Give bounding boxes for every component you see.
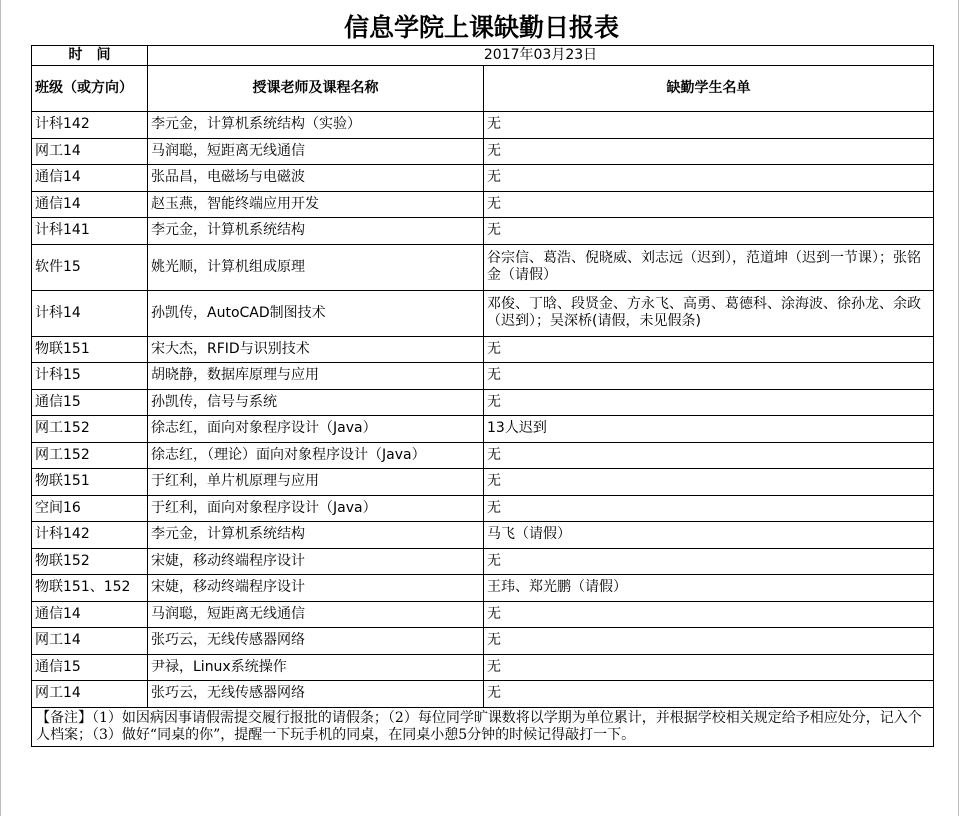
left-rule xyxy=(0,0,1,816)
table-row xyxy=(32,416,934,443)
class-cell: 通信14 xyxy=(32,191,148,218)
teacher-course-cell: 宋大杰，RFID与识别技术 xyxy=(148,336,484,363)
absent-students-cell: 无 xyxy=(484,442,934,469)
table-row xyxy=(32,548,934,575)
table-row xyxy=(32,575,934,602)
table-row xyxy=(32,681,934,708)
note-row xyxy=(32,707,934,746)
absent-students-cell: 无 xyxy=(484,601,934,628)
table-row xyxy=(32,165,934,192)
absent-students-cell: 无 xyxy=(484,138,934,165)
class-cell: 计科14 xyxy=(32,290,148,336)
teacher-course-cell: 宋婕，移动终端程序设计 xyxy=(148,548,484,575)
class-cell: 软件15 xyxy=(32,244,148,290)
teacher-course-cell: 马润聪，短距离无线通信 xyxy=(148,138,484,165)
time-label: 时 间 xyxy=(32,46,148,66)
absent-students-cell: 无 xyxy=(484,389,934,416)
table-row xyxy=(32,522,934,549)
teacher-course-column-header: 授课老师及课程名称 xyxy=(148,66,484,112)
table-row xyxy=(32,389,934,416)
absent-students-cell: 王玮、郑光鹏（请假） xyxy=(484,575,934,602)
table-row xyxy=(32,628,934,655)
class-cell: 计科15 xyxy=(32,363,148,390)
teacher-course-cell: 赵玉燕，智能终端应用开发 xyxy=(148,191,484,218)
table-row xyxy=(32,138,934,165)
table-row xyxy=(32,654,934,681)
right-rule xyxy=(958,0,959,816)
class-cell: 物联151 xyxy=(32,469,148,496)
column-header-row xyxy=(32,66,934,112)
teacher-course-cell: 李元金，计算机系统结构（实验） xyxy=(148,112,484,139)
table-row xyxy=(32,290,934,336)
class-cell: 通信15 xyxy=(32,389,148,416)
class-cell: 计科142 xyxy=(32,112,148,139)
teacher-course-cell: 李元金，计算机系统结构 xyxy=(148,522,484,549)
teacher-course-cell: 尹禄，Linux系统操作 xyxy=(148,654,484,681)
teacher-course-cell: 胡晓静，数据库原理与应用 xyxy=(148,363,484,390)
teacher-course-cell: 于红利，单片机原理与应用 xyxy=(148,469,484,496)
table-row xyxy=(32,244,934,290)
class-cell: 网工152 xyxy=(32,416,148,443)
absent-students-cell: 无 xyxy=(484,218,934,245)
teacher-course-cell: 孙凯传，AutoCAD制图技术 xyxy=(148,290,484,336)
class-cell: 计科142 xyxy=(32,522,148,549)
teacher-course-cell: 张品昌，电磁场与电磁波 xyxy=(148,165,484,192)
class-cell: 网工152 xyxy=(32,442,148,469)
class-cell: 通信14 xyxy=(32,601,148,628)
table-row xyxy=(32,218,934,245)
teacher-course-cell: 徐志红，面向对象程序设计（Java） xyxy=(148,416,484,443)
absent-column-header: 缺勤学生名单 xyxy=(484,66,934,112)
table-row xyxy=(32,469,934,496)
teacher-course-cell: 张巧云，无线传感器网络 xyxy=(148,681,484,708)
table-row xyxy=(32,336,934,363)
teacher-course-cell: 于红利，面向对象程序设计（Java） xyxy=(148,495,484,522)
class-cell: 通信14 xyxy=(32,165,148,192)
teacher-course-cell: 徐志红，（理论）面向对象程序设计（Java） xyxy=(148,442,484,469)
absent-students-cell: 无 xyxy=(484,112,934,139)
class-cell: 网工14 xyxy=(32,628,148,655)
class-cell: 空间16 xyxy=(32,495,148,522)
date-row xyxy=(32,46,934,66)
class-cell: 网工14 xyxy=(32,681,148,708)
absent-students-cell: 无 xyxy=(484,654,934,681)
class-cell: 物联151、152 xyxy=(32,575,148,602)
class-cell: 通信15 xyxy=(32,654,148,681)
teacher-course-cell: 姚光顺，计算机组成原理 xyxy=(148,244,484,290)
absent-students-cell: 无 xyxy=(484,165,934,192)
table-row xyxy=(32,442,934,469)
absent-students-cell: 无 xyxy=(484,495,934,522)
teacher-course-cell: 宋婕，移动终端程序设计 xyxy=(148,575,484,602)
absent-students-cell: 无 xyxy=(484,548,934,575)
teacher-course-cell: 李元金，计算机系统结构 xyxy=(148,218,484,245)
table-row xyxy=(32,112,934,139)
absent-students-cell: 无 xyxy=(484,336,934,363)
absent-students-cell: 无 xyxy=(484,681,934,708)
report-title: 信息学院上课缺勤日报表 xyxy=(343,13,619,42)
teacher-course-cell: 马润聪，短距离无线通信 xyxy=(148,601,484,628)
teacher-course-cell: 张巧云，无线传感器网络 xyxy=(148,628,484,655)
table-row xyxy=(32,601,934,628)
absent-students-cell: 无 xyxy=(484,363,934,390)
absent-students-cell: 马飞（请假） xyxy=(484,522,934,549)
absent-students-cell: 无 xyxy=(484,191,934,218)
absent-students-cell: 无 xyxy=(484,628,934,655)
attendance-table xyxy=(31,45,934,747)
absent-students-cell: 无 xyxy=(484,469,934,496)
absent-students-cell: 谷宗信、葛浩、倪晓威、刘志远（迟到），范道坤（迟到一节课）；张铭金（请假） xyxy=(484,244,934,290)
report-date: 2017年03月23日 xyxy=(148,46,934,66)
table-row xyxy=(32,495,934,522)
class-cell: 网工14 xyxy=(32,138,148,165)
teacher-course-cell: 孙凯传，信号与系统 xyxy=(148,389,484,416)
absent-students-cell: 邓俊、丁晗、段贤金、方永飞、高勇、葛德科、涂海波、徐孙龙、余政（迟到）；吴深桥(请假，未见假条) xyxy=(484,290,934,336)
class-column-header: 班级（或方向） xyxy=(32,66,148,112)
absent-students-cell: 13人迟到 xyxy=(484,416,934,443)
remarks-note: 【备注】（1）如因病因事请假需提交履行报批的请假条；（2）每位同学旷课数将以学期为单位累计，并根据学校相关规定给予相应处分，记入个人档案；（3）做好“同桌的你”，提醒一下玩手机的同桌，在同桌小憩5分钟的时候记得敲打一下。 xyxy=(32,707,934,746)
table-row xyxy=(32,363,934,390)
table-row xyxy=(32,191,934,218)
class-cell: 计科141 xyxy=(32,218,148,245)
class-cell: 物联152 xyxy=(32,548,148,575)
class-cell: 物联151 xyxy=(32,336,148,363)
